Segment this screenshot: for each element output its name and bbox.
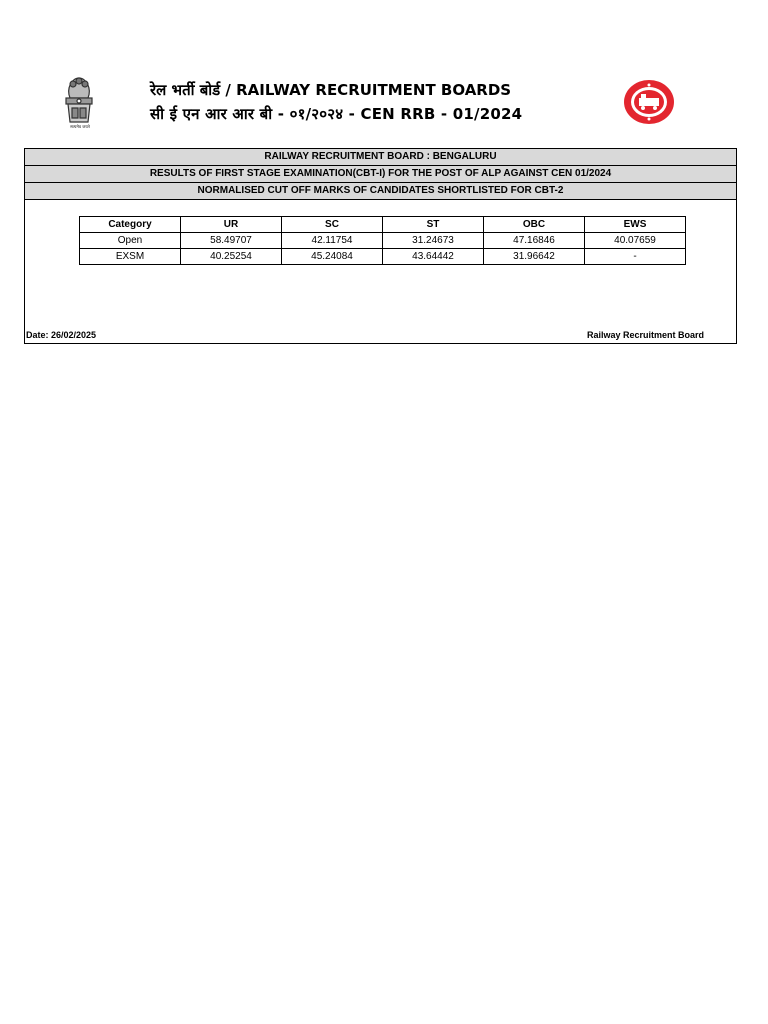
results-title-band: RESULTS OF FIRST STAGE EXAMINATION(CBT-I) FOR THE POST OF ALP AGAINST CEN 01/2024 [25, 166, 736, 183]
table-header-row [80, 217, 686, 233]
table-row [80, 249, 686, 265]
document-header [0, 0, 768, 140]
table-cell: - [585, 249, 686, 265]
table-cell: 31.96642 [484, 249, 585, 265]
table-cell: 40.07659 [585, 233, 686, 249]
indian-railways-logo-icon [622, 78, 676, 126]
table-row [80, 233, 686, 249]
header-cell-ur: UR [181, 217, 282, 233]
table-cell: 40.25254 [181, 249, 282, 265]
header-cell-sc: SC [282, 217, 383, 233]
cutoff-title-band: NORMALISED CUT OFF MARKS OF CANDIDATES SHORTLISTED FOR CBT-2 [25, 183, 736, 200]
issue-date: Date: 26/02/2025 [26, 330, 97, 340]
signature-authority: Railway Recruitment Board [586, 330, 704, 340]
header-cell-obc: OBC [484, 217, 585, 233]
table-cell: 58.49707 [181, 233, 282, 249]
table-cell: 31.24673 [383, 233, 484, 249]
table-cell: 45.24084 [282, 249, 383, 265]
table-cell: 43.64442 [383, 249, 484, 265]
table-cell: 42.11754 [282, 233, 383, 249]
board-name-band: RAILWAY RECRUITMENT BOARD : BENGALURU [25, 149, 736, 166]
table-cell: 47.16846 [484, 233, 585, 249]
table-cell: Open [80, 233, 181, 249]
emblem-caption: सत्यमेव जयते [70, 124, 90, 129]
result-sheet [24, 148, 737, 344]
cen-number-title: सी ई एन आर आर बी - ०१/२०२४ - CEN RRB - 01/2024 [150, 105, 523, 123]
header-cell-ews: EWS [585, 217, 686, 233]
header-cell-st: ST [383, 217, 484, 233]
cutoff-table [79, 216, 686, 265]
table-cell: EXSM [80, 249, 181, 265]
header-cell-category: Category [80, 217, 181, 233]
page-title-bilingual: रेल भर्ती बोर्ड / RAILWAY RECRUITMENT BOARDS [150, 81, 512, 99]
